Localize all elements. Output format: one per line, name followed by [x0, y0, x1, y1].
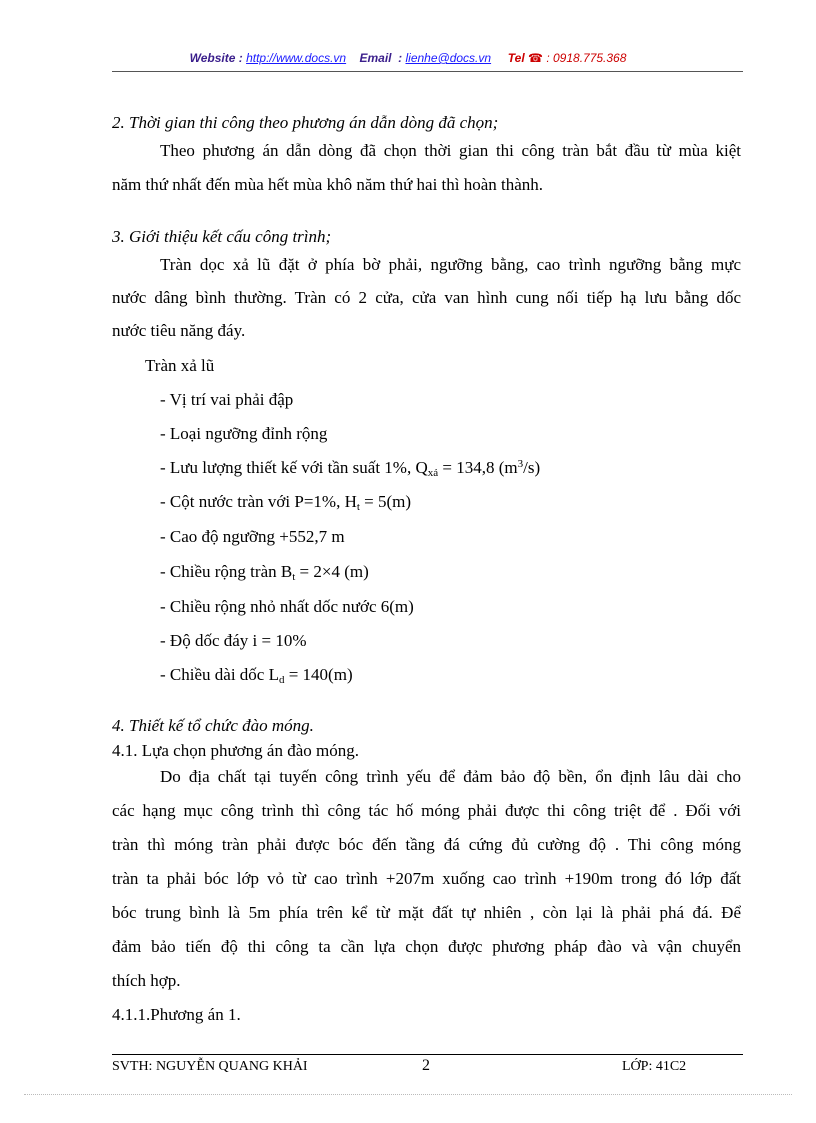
- page-header: Website : http://www.docs.vn Email : lienhe@docs.vn Tel ☎ : 0918.775.368: [189, 51, 627, 65]
- list-item: - Cao độ ngưỡng +552,7 m: [160, 527, 345, 546]
- list-item: - Chiều rộng nhỏ nhất dốc nước 6(m): [160, 597, 414, 616]
- footer-class: LỚP: 41C2: [622, 1059, 687, 1074]
- phone-icon: ☎: [528, 51, 543, 65]
- spillway-subtitle: Tràn xả lũ: [145, 356, 215, 375]
- paragraph-line: các hạng mục công trình thì công tác hố móng phải được thi công triệt để . Đối với: [112, 801, 741, 820]
- list-item: - Loại ngưỡng đỉnh rộng: [160, 424, 328, 443]
- header-divider: [112, 71, 743, 72]
- list-item: - Vị trí vai phải đập: [160, 390, 294, 409]
- email-label: Email: [359, 51, 392, 65]
- paragraph-line: Theo phương án dẫn dòng đã chọn thời gian thi công tràn bắt đầu từ mùa kiệt: [160, 141, 741, 160]
- list-item: - Chiều dài dốc $L_d = 140(m)$: [160, 665, 353, 686]
- paragraph-line: nước dâng bình thường. Tràn có 2 cửa, cửa van hình cung nối tiếp hạ lưu bằng dốc: [112, 288, 741, 307]
- paragraph-line: bóc trung bình là 5m phía trên kể từ mặt đất tự nhiên , còn lại là phải phá đá. Để: [112, 903, 741, 922]
- email-link[interactable]: lienhe@docs.vn: [405, 51, 492, 65]
- website-label: Website: [189, 51, 236, 65]
- footer-divider: [112, 1054, 743, 1055]
- tel-label: Tel: [507, 51, 525, 65]
- page-bottom-border: [24, 1094, 792, 1095]
- section-4-title: 4. Thiết kế tổ chức đào móng.: [112, 716, 314, 735]
- website-link[interactable]: http://www.docs.vn: [246, 51, 347, 65]
- paragraph-line: Tràn dọc xả lũ đặt ở phía bờ phải, ngưỡng bằng, cao trình ngưỡng bằng mực: [160, 255, 741, 274]
- page-number: 2: [422, 1057, 430, 1074]
- paragraph-line: nước tiêu năng đáy.: [112, 321, 246, 340]
- paragraph-line: đảm bảo tiến độ thi công ta cần lựa chọn được phương pháp đào và vận chuyển: [112, 937, 741, 956]
- section-4-1-paragraph: [112, 767, 741, 787]
- list-item: - Độ dốc đáy i = 10%: [160, 631, 307, 650]
- list-item: - Cột nước tràn với P=1%, $H_t = 5(m)$: [160, 492, 412, 513]
- paragraph-line: thích hợp.: [112, 971, 181, 990]
- section-2-paragraph: [112, 141, 741, 161]
- section-3-paragraph: [112, 255, 741, 275]
- paragraph-line: Do địa chất tại tuyến công trình yếu để đảm bảo độ bền, ổn định lâu dài cho: [160, 767, 741, 786]
- list-item: - Lưu lượng thiết kế với tần suất 1%, $Q_{xả} = 134,8$ $(m^3/s)$: [160, 458, 541, 479]
- section-4-1-title: 4.1. Lựa chọn phương án đào móng.: [112, 741, 359, 760]
- footer-author: SVTH: NGUYỄN QUANG KHẢI: [112, 1059, 308, 1074]
- section-2-title: 2. Thời gian thi công theo phương án dẫn dòng đã chọn;: [112, 113, 499, 132]
- list-item: - Chiều rộng tràn $B_t = 2\times 4$ (m): [160, 562, 369, 583]
- paragraph-line: tràn ta phải bóc lớp vỏ từ cao trình +207m xuống cao trình +190m trong đó lớp đất: [112, 869, 741, 888]
- paragraph-line: tràn thì móng tràn phải được bóc đến tầng đá cứng đủ cường độ . Thi công móng: [112, 835, 741, 854]
- section-4-1-1-title: 4.1.1.Phương án 1.: [112, 1005, 241, 1024]
- section-3-title: 3. Giới thiệu kết cấu công trình;: [112, 227, 332, 246]
- paragraph-line: năm thứ nhất đến mùa hết mùa khô năm thứ hai thì hoàn thành.: [112, 175, 544, 194]
- phone-number: 0918.775.368: [553, 51, 627, 65]
